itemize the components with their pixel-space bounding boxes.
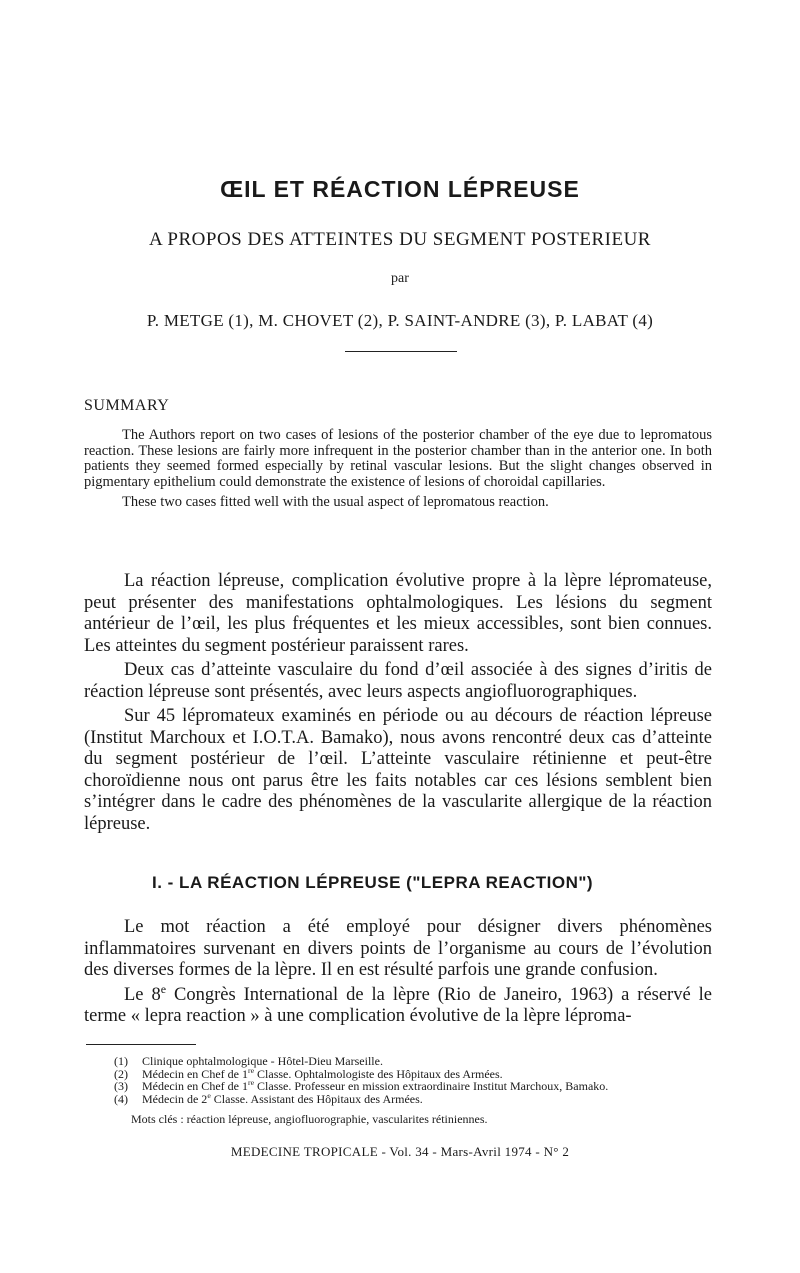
keywords: Mots clés : réaction lépreuse, angiofluorographie, vascularites rétiniennes. — [131, 1112, 488, 1126]
text-run: Le 8 — [124, 984, 161, 1005]
footnote-number: (4) — [114, 1091, 128, 1106]
summary-paragraph: These two cases fitted well with the usual aspect of lepromatous reaction. — [122, 494, 549, 510]
superscript: re — [247, 1065, 255, 1075]
summary-paragraph: The Authors report on two cases of lesions of the posterior chamber of the eye due to lepromatous reaction. These lesions are fairly more infrequent in the posterior chamber than in the anterior one. In both patients they seemed formed especially by retinal vascular lesions. But the slight changes observed in pigmentary epithelium could demonstrate the existence of lesions of choroidal capillaries. — [84, 427, 712, 490]
footnote-text: Classe. Professeur en mission extraordinaire Institut Marchoux, Bamako. — [254, 1079, 609, 1093]
superscript: e — [207, 1090, 211, 1100]
body-paragraph: Le mot réaction a été employé pour désigner divers phénomènes inflammatoires survenant en divers points de l’organisme au cours de l’évolution des diverses formes de la lèpre. Il en est résulté parfois une grande confusion. — [84, 917, 712, 980]
body-paragraph — [84, 981, 712, 1028]
body-paragraph: Sur 45 lépromateux examinés en période ou au décours de réaction lépreuse (Institut Marchoux et I.O.T.A. Bamako), nous avons rencontré deux cas d’atteinte du segment postérieur de l’œil. L’atteinte vasculaire rétinienne et peut-être choroïdienne nous ont parus être les faits notables car ces lésions semblent bien s’intégrer dans le cadre des phénomènes de la vascularite allergique de la réaction lépreuse. — [84, 706, 712, 834]
superscript: re — [247, 1078, 255, 1087]
section-text — [84, 917, 712, 1028]
footnote-number: (3) — [114, 1079, 128, 1093]
author-list: P. METGE (1), M. CHOVET (2), P. SAINT-ANDRE (3), P. LABAT (4) — [146, 311, 654, 330]
article-title: ŒIL ET RÉACTION LÉPREUSE — [220, 176, 580, 202]
superscript: e — [160, 981, 167, 996]
summary-heading: SUMMARY — [84, 397, 170, 414]
footnote — [114, 1090, 734, 1106]
footnote-text: Médecin de 2 — [142, 1091, 208, 1106]
footnote-number: (2) — [114, 1066, 128, 1081]
text-run: Congrès International de la lèpre (Rio de Janeiro, 1963) a réservé le terme « lepra reaction » à une complication évolutive de la lèpre léproma- — [84, 984, 712, 1026]
footnote-text: Classe. Assistant des Hôpitaux des Armées. — [210, 1091, 423, 1106]
footnote-text: Médecin en Chef de 1 — [142, 1079, 248, 1093]
body-paragraph: Deux cas d’atteinte vasculaire du fond d’œil associée à des signes d’iritis de réaction lépreuse sont présentés, avec leurs aspects angiofluorographiques. — [84, 660, 712, 702]
body-paragraph: La réaction lépreuse, complication évolutive propre à la lèpre lépromateuse, peut présenter des manifestations ophtalmologiques. Les lésions du segment antérieur de l’œil, les plus fréquentes et les mieux accessibles, sont bien connues. Les atteintes du segment postérieur paraissent rares. — [84, 571, 712, 656]
summary-block — [84, 428, 712, 511]
footnote-text: Clinique ophtalmologique - Hôtel-Dieu Marseille. — [142, 1054, 383, 1068]
footnotes — [114, 1055, 734, 1105]
footnote-text: Classe. Ophtalmologiste des Hôpitaux des Armées. — [254, 1066, 503, 1081]
intro-text — [84, 571, 712, 835]
footnote-text: Médecin en Chef de 1 — [142, 1066, 248, 1081]
article-subtitle: A PROPOS DES ATTEINTES DU SEGMENT POSTERIEUR — [149, 229, 651, 250]
footnote-divider — [86, 1044, 196, 1045]
journal-footer: MEDECINE TROPICALE - Vol. 34 - Mars-Avril 1974 - N° 2 — [230, 1144, 570, 1159]
title-divider — [345, 351, 457, 352]
footnote-number: (1) — [114, 1054, 128, 1068]
section-heading: I. - LA RÉACTION LÉPREUSE ("LEPRA REACTION") — [152, 873, 594, 892]
byline-par: par — [391, 271, 409, 286]
